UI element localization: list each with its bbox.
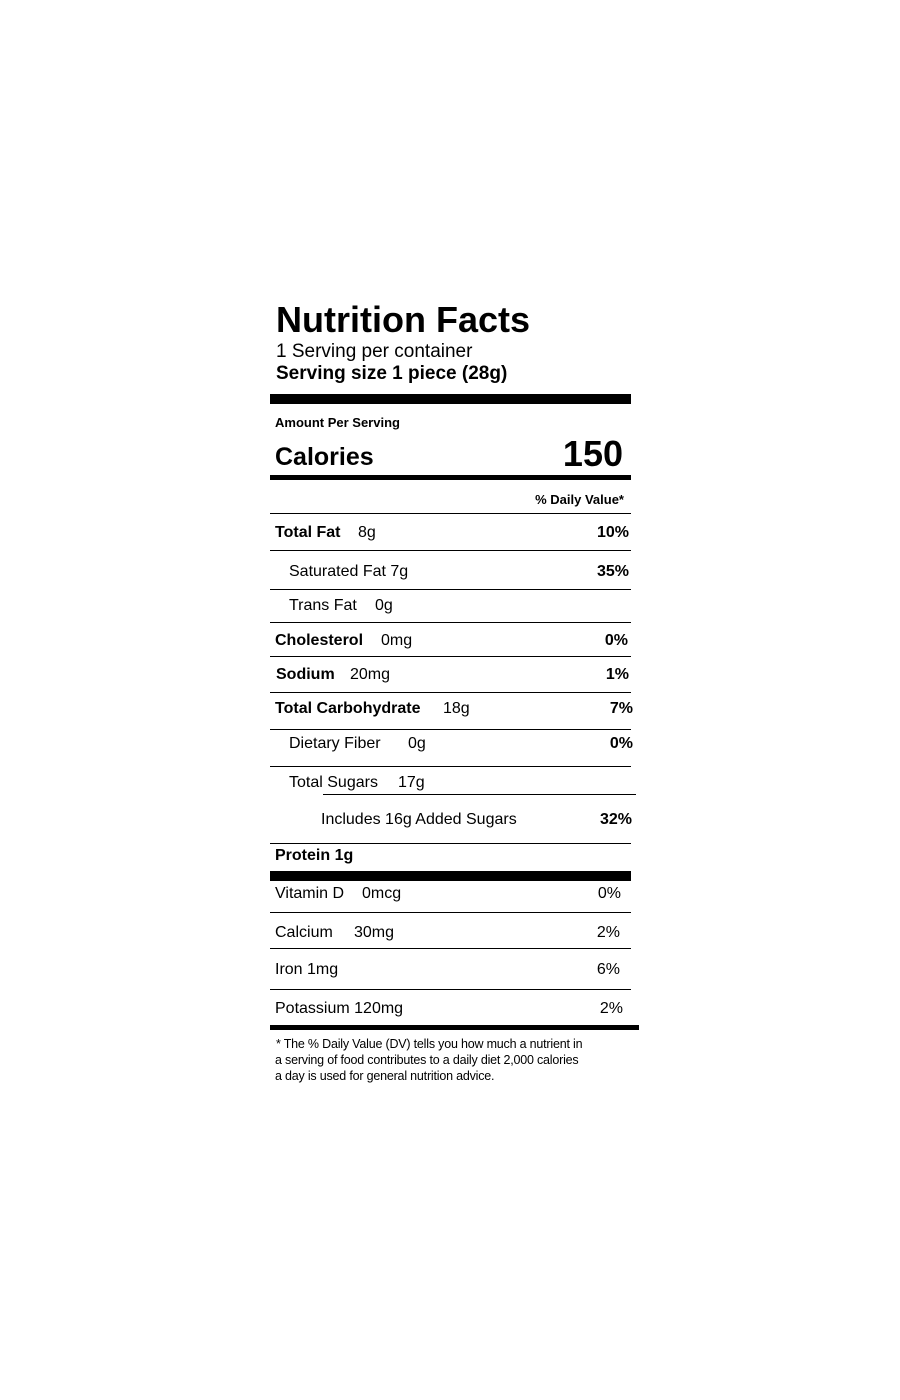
- saturated-fat-dv: 35%: [596, 563, 629, 580]
- amount-per-serving: Amount Per Serving: [275, 415, 400, 430]
- total-fat-amount: 8g: [358, 524, 376, 541]
- vitamin-d-dv: 0%: [597, 885, 621, 902]
- cholesterol-label: Cholesterol: [275, 632, 364, 649]
- footnote-line-1: * The % Daily Value (DV) tells you how much a nutrient in: [276, 1037, 583, 1051]
- iron-label: Iron 1mg: [275, 961, 339, 978]
- vitamin-d-label: Vitamin D: [275, 885, 345, 902]
- thick-divider: [270, 394, 631, 404]
- calories-value: 150: [562, 433, 623, 474]
- potassium-dv: 2%: [599, 1000, 623, 1017]
- protein-label: Protein 1g: [275, 847, 354, 864]
- total-fat-label: Total Fat: [275, 524, 341, 541]
- calories-divider: [270, 475, 631, 480]
- cholesterol-dv: 0%: [604, 632, 628, 649]
- sodium-dv: 1%: [605, 666, 629, 683]
- dietary-fiber-amount: 0g: [408, 735, 426, 752]
- sodium-amount: 20mg: [350, 666, 391, 683]
- divider: [270, 989, 631, 990]
- calories-label: Calories: [275, 443, 374, 471]
- divider: [270, 843, 631, 844]
- footnote-line-3: a day is used for general nutrition advice.: [275, 1069, 495, 1083]
- dietary-fiber-dv: 0%: [609, 735, 633, 752]
- trans-fat-label: Trans Fat: [289, 597, 357, 614]
- divider: [270, 692, 631, 693]
- divider: [323, 794, 636, 795]
- divider: [270, 948, 631, 949]
- divider: [270, 656, 631, 657]
- footnote-line-2: a serving of food contributes to a daily diet 2,000 calories: [275, 1053, 579, 1067]
- divider: [270, 912, 631, 913]
- divider: [270, 622, 631, 623]
- total-carbohydrate-dv: 7%: [609, 700, 633, 717]
- vitamin-d-amount: 0mcg: [362, 885, 402, 902]
- sodium-label: Sodium: [276, 666, 335, 683]
- total-sugars-label: Total Sugars: [289, 774, 378, 791]
- servings-per-container: 1 Serving per container: [276, 341, 473, 362]
- added-sugars-label: Includes 16g Added Sugars: [321, 811, 517, 828]
- label-title: Nutrition Facts: [276, 299, 531, 340]
- iron-dv: 6%: [596, 961, 620, 978]
- calcium-dv: 2%: [596, 924, 620, 941]
- divider: [270, 729, 631, 730]
- calcium-label: Calcium: [275, 924, 333, 941]
- daily-value-header: % Daily Value*: [535, 492, 624, 507]
- thick-divider: [270, 871, 631, 881]
- divider: [270, 766, 631, 767]
- calcium-amount: 30mg: [354, 924, 395, 941]
- added-sugars-dv: 32%: [599, 811, 632, 828]
- total-carbohydrate-amount: 18g: [443, 700, 470, 717]
- saturated-fat-label: Saturated Fat 7g: [289, 563, 409, 580]
- trans-fat-amount: 0g: [375, 597, 393, 614]
- total-sugars-amount: 17g: [398, 774, 425, 791]
- bottom-divider: [270, 1025, 639, 1030]
- divider: [270, 550, 631, 551]
- cholesterol-amount: 0mg: [381, 632, 413, 649]
- dietary-fiber-label: Dietary Fiber: [289, 735, 381, 752]
- divider: [270, 513, 631, 514]
- total-fat-dv: 10%: [596, 524, 629, 541]
- divider: [270, 589, 631, 590]
- potassium-label: Potassium 120mg: [275, 1000, 404, 1017]
- total-carbohydrate-label: Total Carbohydrate: [275, 700, 421, 717]
- serving-size: Serving size 1 piece (28g): [276, 363, 508, 384]
